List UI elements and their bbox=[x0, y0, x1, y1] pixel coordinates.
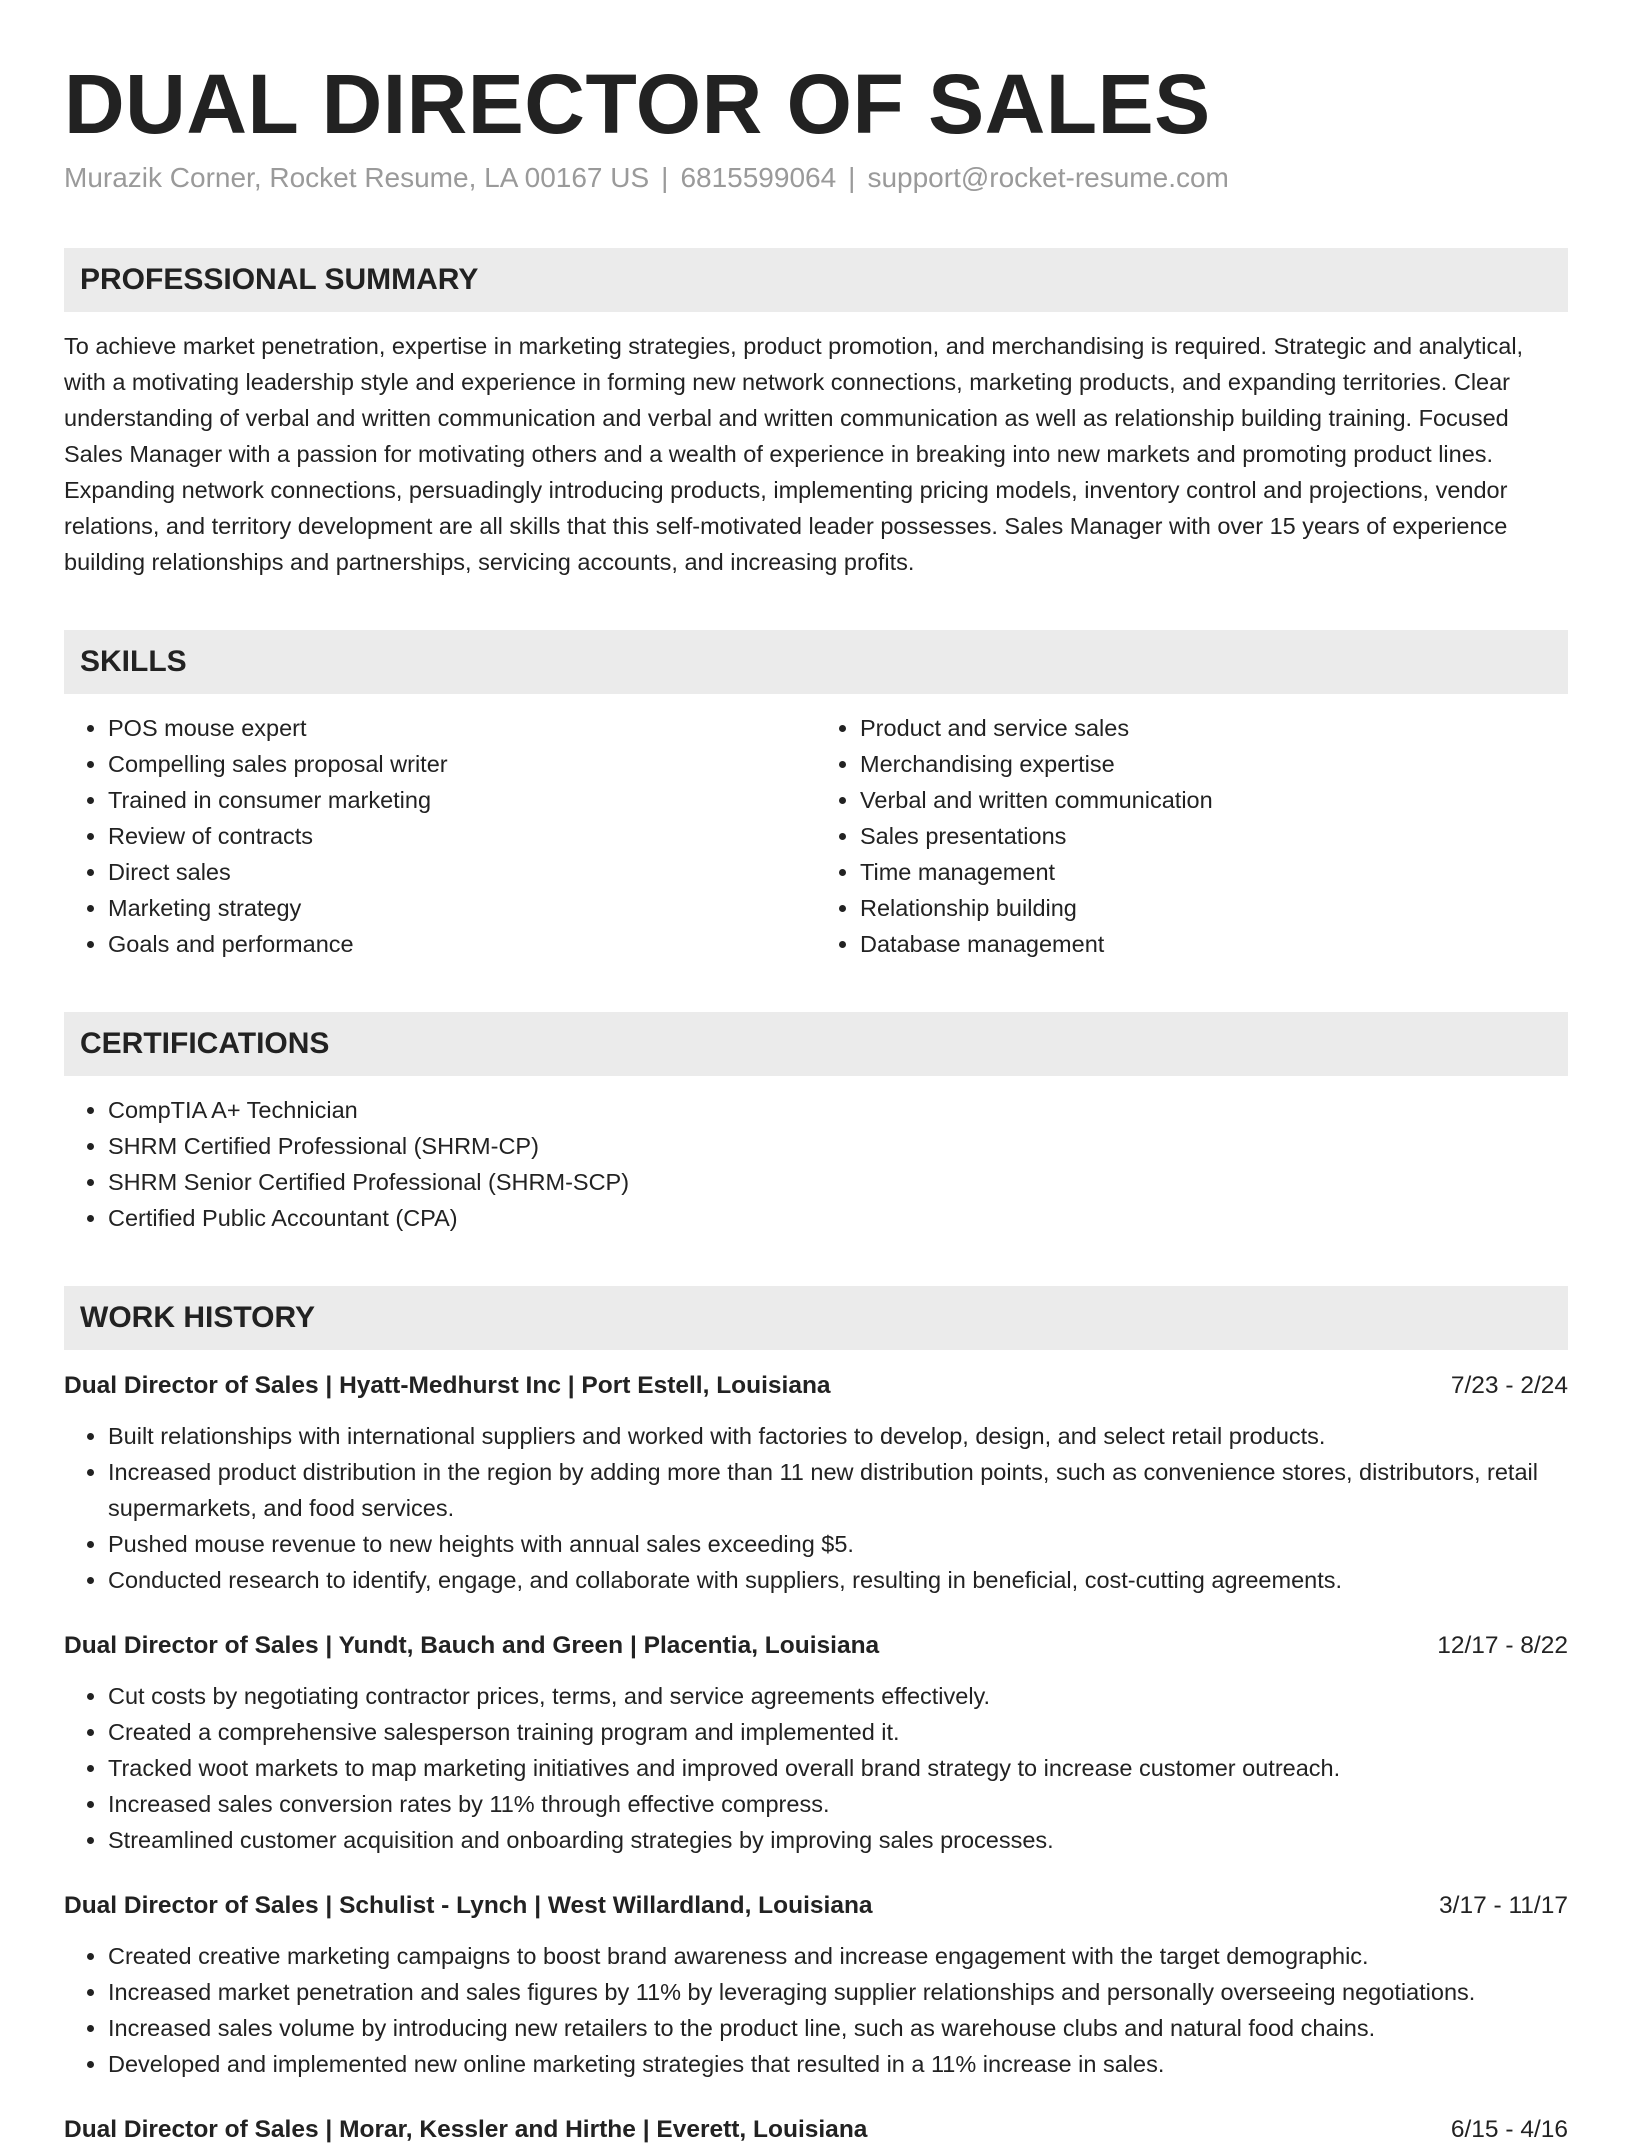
contact-line bbox=[64, 160, 1568, 196]
job-bullet: • Increased sales volume by introducing new retailers to the product line, such as warehouse clubs and natural food chains. bbox=[108, 2010, 1568, 2046]
section-header-summary: PROFESSIONAL SUMMARY bbox=[64, 248, 1568, 312]
section-header-certifications: CERTIFICATIONS bbox=[64, 1012, 1568, 1076]
certification-item: • CompTIA A+ Technician bbox=[108, 1092, 1568, 1128]
job-header bbox=[64, 1628, 1568, 1664]
job-entry bbox=[64, 2112, 1568, 2148]
job-bullet: • Created a comprehensive salesperson training program and implemented it. bbox=[108, 1714, 1568, 1750]
certification-item: • SHRM Certified Professional (SHRM-CP) bbox=[108, 1128, 1568, 1164]
certification-item: • Certified Public Accountant (CPA) bbox=[108, 1200, 1568, 1236]
phone: 6815599064 bbox=[680, 162, 837, 193]
job-dates: 6/15 - 4/16 bbox=[1450, 2116, 1568, 2143]
skill-item: • Sales presentations bbox=[860, 818, 1568, 854]
job-bullet: • Streamlined customer acquisition and onboarding strategies by improving sales processes. bbox=[108, 1822, 1568, 1858]
skills-list-right bbox=[816, 710, 1568, 962]
job-entry bbox=[64, 1888, 1568, 2082]
skill-item: • Marketing strategy bbox=[108, 890, 816, 926]
job-dates: 7/23 - 2/24 bbox=[1450, 1372, 1568, 1399]
job-title: Dual Director of Sales | Yundt, Bauch and Green | Placentia, Louisiana bbox=[64, 1632, 880, 1659]
certification-item: • SHRM Senior Certified Professional (SHRM-SCP) bbox=[108, 1164, 1568, 1200]
job-bullet: • Built relationships with international suppliers and worked with factories to develop, design, and select retail products. bbox=[108, 1418, 1568, 1454]
job-bullets bbox=[64, 1418, 1568, 1598]
job-bullet: • Developed and implemented new online marketing strategies that resulted in a 11% increase in sales. bbox=[108, 2046, 1568, 2082]
skills-columns bbox=[64, 710, 1568, 962]
skill-item: • Verbal and written communication bbox=[860, 782, 1568, 818]
job-bullets bbox=[64, 1938, 1568, 2082]
skill-item: • Review of contracts bbox=[108, 818, 816, 854]
job-title: Dual Director of Sales | Morar, Kessler and Hirthe | Everett, Louisiana bbox=[64, 2116, 868, 2143]
skill-item: • Compelling sales proposal writer bbox=[108, 746, 816, 782]
job-title: Dual Director of Sales | Schulist - Lynch | West Willardland, Louisiana bbox=[64, 1892, 873, 1919]
separator: | bbox=[848, 162, 856, 193]
section-header-work-history: WORK HISTORY bbox=[64, 1286, 1568, 1350]
job-bullet: • Created creative marketing campaigns to boost brand awareness and increase engagement with the target demographic. bbox=[108, 1938, 1568, 1974]
skill-item: • Goals and performance bbox=[108, 926, 816, 962]
job-dates: 12/17 - 8/22 bbox=[1437, 1632, 1568, 1659]
job-title: Dual Director of Sales | Hyatt-Medhurst Inc | Port Estell, Louisiana bbox=[64, 1372, 831, 1399]
job-bullet: • Tracked woot markets to map marketing initiatives and improved overall brand strategy to increase customer outreach. bbox=[108, 1750, 1568, 1786]
job-header bbox=[64, 1368, 1568, 1404]
separator: | bbox=[661, 162, 669, 193]
job-bullet: • Increased product distribution in the region by adding more than 11 new distribution points, such as convenience stores, distributors, retail supermarkets, and food services. bbox=[108, 1454, 1568, 1526]
skill-item: • Trained in consumer marketing bbox=[108, 782, 816, 818]
job-bullet: • Pushed mouse revenue to new heights with annual sales exceeding $5. bbox=[108, 1526, 1568, 1562]
resume-name: DUAL DIRECTOR OF SALES bbox=[64, 57, 1211, 151]
job-bullet: • Increased market penetration and sales figures by 11% by leveraging supplier relationships and personally overseeing negotiations. bbox=[108, 1974, 1568, 2010]
summary-text: To achieve market penetration, expertise in marketing strategies, product promotion, and merchandising is required. Strategic and analytical, with a motivating leadership style and experience in forming new network connections, marketing products, and expanding territories. Clear understanding of verbal and written communication and verbal and written communication as well as relationship building training. Focused Sales Manager with a passion for motivating others and a wealth of experience in breaking into new markets and promoting product lines. Expanding network connections, persuadingly introducing products, implementing pricing models, inventory control and projections, vendor relations, and territory development are all skills that this self-motivated leader possesses. Sales Manager with over 15 years of experience building relationships and partnerships, servicing accounts, and increasing profits. bbox=[64, 333, 1524, 575]
job-bullet: • Increased sales conversion rates by 11% through effective compress. bbox=[108, 1786, 1568, 1822]
job-header bbox=[64, 2112, 1568, 2148]
skill-item: • Time management bbox=[860, 854, 1568, 890]
job-dates: 3/17 - 11/17 bbox=[1439, 1892, 1568, 1919]
job-header bbox=[64, 1888, 1568, 1924]
skills-list-left bbox=[64, 710, 816, 962]
skill-item: • Product and service sales bbox=[860, 710, 1568, 746]
skill-item: • Relationship building bbox=[860, 890, 1568, 926]
skill-item: • Database management bbox=[860, 926, 1568, 962]
job-bullet: • Conducted research to identify, engage, and collaborate with suppliers, resulting in beneficial, cost-cutting agreements. bbox=[108, 1562, 1568, 1598]
email: support@rocket-resume.com bbox=[867, 162, 1229, 193]
job-entry bbox=[64, 1368, 1568, 1598]
address: Murazik Corner, Rocket Resume, LA 00167 US bbox=[64, 162, 650, 193]
work-history-list bbox=[64, 1368, 1568, 2148]
certifications-list bbox=[64, 1092, 1568, 1236]
section-header-skills: SKILLS bbox=[64, 630, 1568, 694]
job-entry bbox=[64, 1628, 1568, 1858]
skill-item: • Merchandising expertise bbox=[860, 746, 1568, 782]
job-bullet: • Cut costs by negotiating contractor prices, terms, and service agreements effectively. bbox=[108, 1678, 1568, 1714]
skill-item: • Direct sales bbox=[108, 854, 816, 890]
job-bullets bbox=[64, 1678, 1568, 1858]
skill-item: • POS mouse expert bbox=[108, 710, 816, 746]
